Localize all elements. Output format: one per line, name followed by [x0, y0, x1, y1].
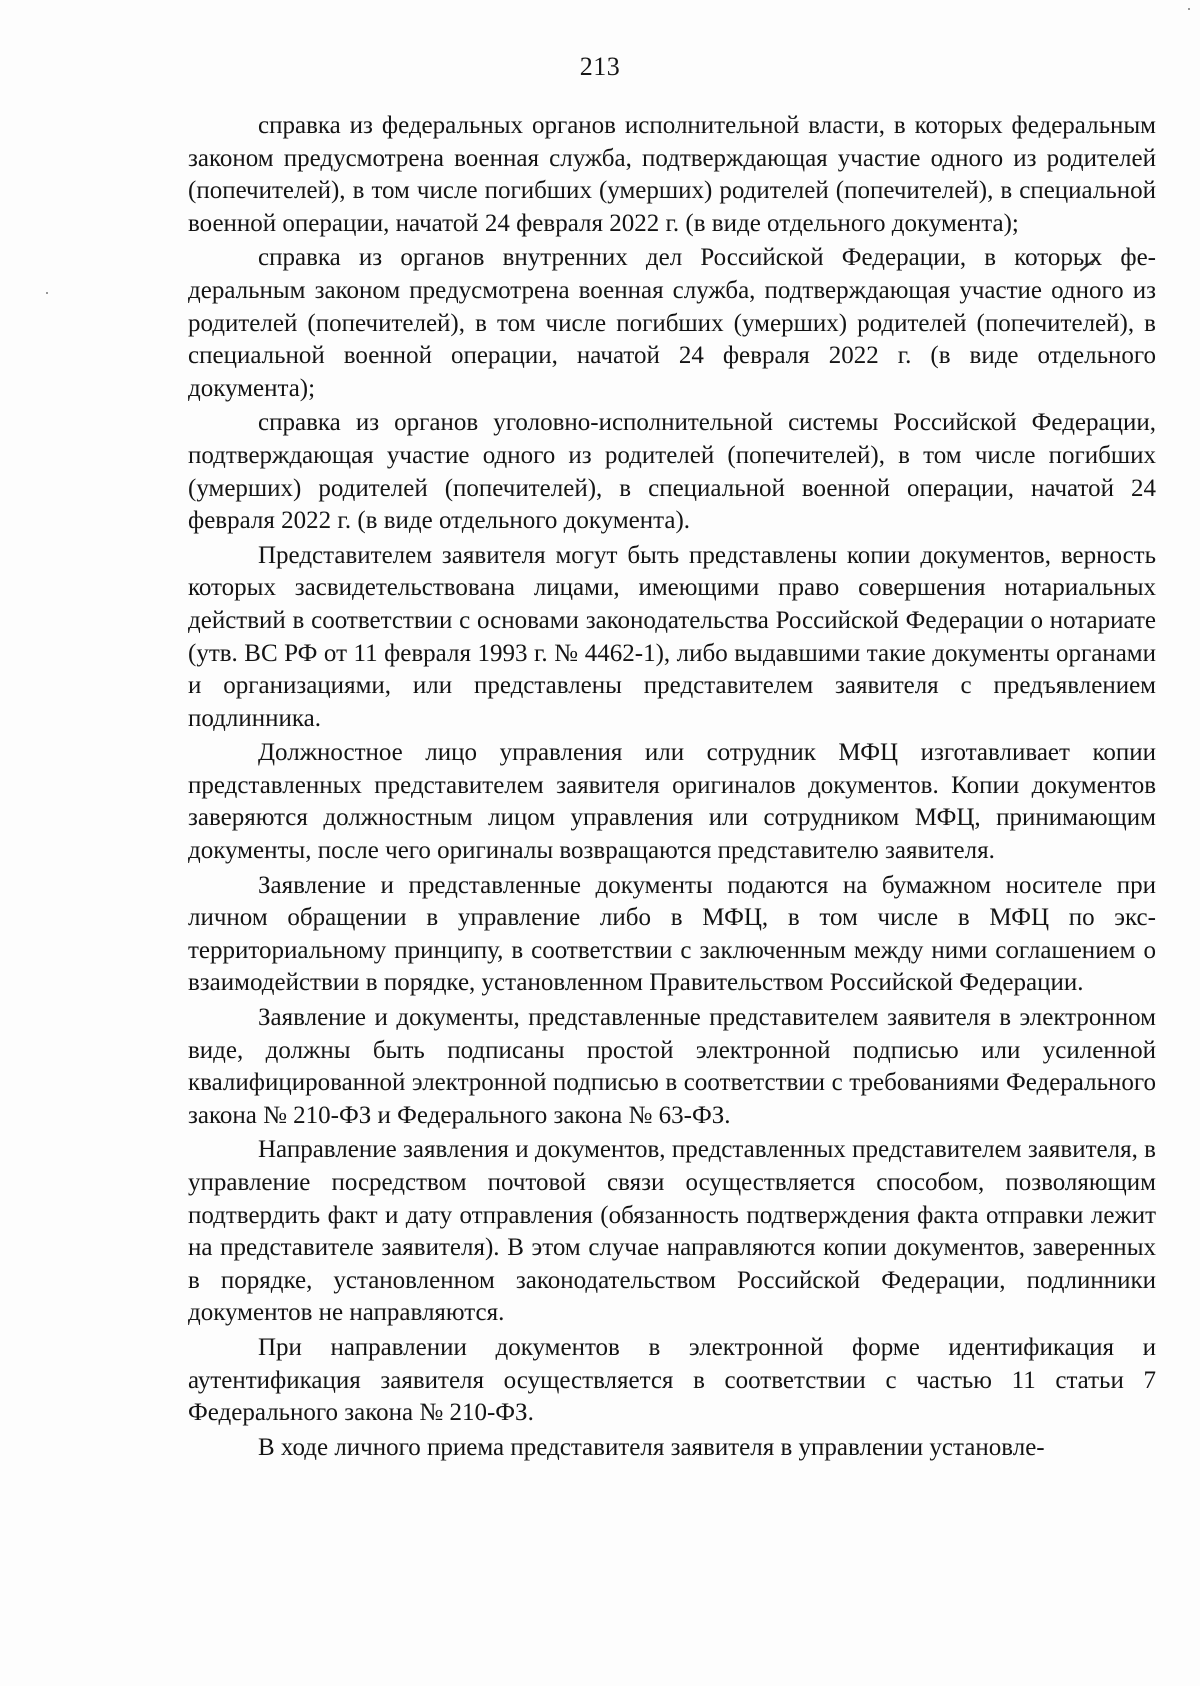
paragraph-8: Направление заявления и документов, представленных представителем заявителя, в управление посредством почтовой связи осуществляется способом, позволяющим подтвердить факт и дату отправления (обязанность подтверждения факта отправки лежит на представителе заявителя). В этом случае направляются копии документов, заверенных в порядке, установленном законодательством Российской Федерации, подлинники документов не направляются. — [188, 1136, 1156, 1327]
page-number: 213 — [579, 52, 621, 81]
paragraph-5: Должностное лицо управления или сотрудник МФЦ изготавливает копии представленных представителем заявителя оригиналов документов. Копии документов заверяются должностным лицом управления или сотрудником МФЦ, принимающим документы, после чего оригиналы возвращаются представителю заявителя. — [188, 739, 1156, 865]
paragraph-2: справка из органов внутренних дел Российской Федерации, в которых федеральным законом предусмотрена военная служба, подтверждающая участие одного из родителей (попечителей), в том числе погибших (умерших) родителей (попечителей), в специальной военной операции, начатой 24 февраля 2022 г. (в виде отдельного документа); — [188, 244, 1156, 402]
paragraph-4: Представителем заявителя могут быть представлены копии документов, верность которых засвидетельствована лицами, имеющими право совершения нотариальных действий в соответствии с основами законодательства Российской Федерации о нотариате (утв. ВС РФ от 11 февраля 1993 г. № 4462-1), либо выдавшими такие документы органами и организациями, или представлены представителем заявителя с предъявлением подлинника. — [188, 541, 1156, 732]
paragraph-10: В ходе личного приема представителя заявителя в управлении установле- — [258, 1433, 1045, 1461]
scan-speck — [46, 292, 48, 294]
scan-speck — [1188, 8, 1190, 10]
paragraph-9: При направлении документов в электронной форме идентификация и аутентификация заявителя осуществляется в соответствии с частью 11 статьи 7 Федерального закона № 210-ФЗ. — [188, 1333, 1156, 1427]
document-body — [188, 110, 1156, 1466]
paragraph-6: Заявление и представленные документы подаются на бумажном носителе при личном обращении в управление либо в МФЦ, в том числе в МФЦ по экстерриториальному принципу, в соответствии с заключенным между ними соглашением о взаимодействии в порядке, установленном Правительством Российской Федерации. — [188, 871, 1156, 997]
paragraph-1: справка из федеральных органов исполнительной власти, в которых федеральным законом предусмотрена военная служба, подтверждающая участие одного из родителей (попечителей), в том числе погибших (умерших) родителей (попечителей), в специальной военной операции, начатой 24 февраля 2022 г. (в виде отдельного документа); — [188, 112, 1156, 237]
paragraph-3: справка из органов уголовно-исполнительной системы Российской Федерации, подтверждающая участие одного из родителей (попечителей), в том числе погибших (умерших) родителей (попечителей), в специальной военной операции, начатой 24 февраля 2022 г. (в виде отдельного документа). — [188, 409, 1156, 535]
paragraph-7: Заявление и документы, представленные представителем заявителя в электронном виде, должны быть подписаны простой электронной подписью или усиленной квалифицированной электронной подписью в соответствии с требованиями Федерального закона № 210-ФЗ и Федерального закона № 63-ФЗ. — [188, 1004, 1156, 1129]
